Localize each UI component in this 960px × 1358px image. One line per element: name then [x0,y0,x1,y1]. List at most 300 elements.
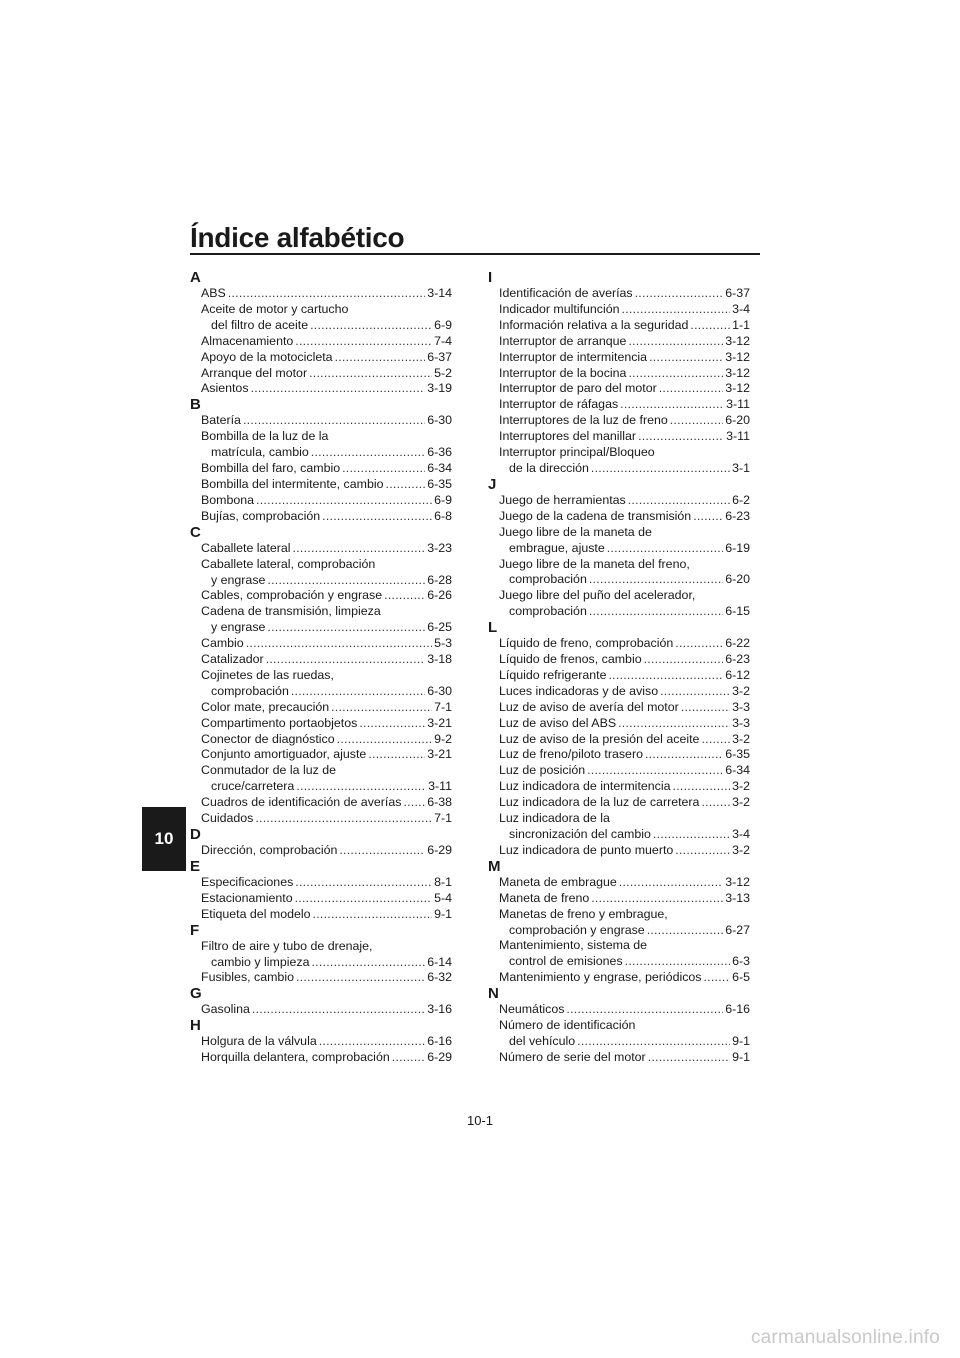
dot-leader [589,572,723,588]
dot-leader [566,1002,723,1018]
dot-leader [228,286,425,302]
index-section [488,620,750,859]
entry-page: 6-30 [427,413,452,428]
entry-label: Luz indicadora de punto muerto [499,842,674,857]
dot-leader [681,700,730,716]
entry-page: 6-30 [427,683,452,698]
dot-leader [384,588,425,604]
entry-label: Información relativa a la seguridad [499,317,689,332]
entry-label: Fusibles, cambio [201,970,294,985]
entry-page: 3-11 [428,779,452,794]
entry-page: 6-37 [427,349,452,364]
dot-leader [704,970,731,986]
index-entry [201,588,452,604]
dot-leader [295,875,432,891]
entry-page: 6-14 [427,954,452,969]
entry-label: Interruptor de paro del motor [499,381,657,396]
entry-page: 3-1 [732,460,750,475]
entry-label: Interruptor de intermitencia [499,349,648,364]
dot-leader [693,509,723,525]
entry-label: Luz indicadora de la [499,811,610,826]
entry-label: Luz de aviso de avería del motor [499,699,679,714]
dot-leader [256,493,432,509]
dot-leader [675,636,723,652]
index-entry [201,461,452,477]
index-entry [499,318,750,334]
index-entry [201,636,452,652]
dot-leader [386,477,426,493]
watermark-text: carmanualsonline.info [750,1327,940,1348]
index-section [190,525,452,827]
entry-page: 6-22 [725,636,750,651]
index-entry [201,381,452,397]
index-entry [499,891,750,907]
entry-label: Etiqueta del modelo [201,906,311,921]
entry-label: Maneta de embrague [499,874,617,889]
index-section [190,397,452,524]
dot-leader [607,541,723,557]
dot-leader [622,302,731,318]
dot-leader [635,286,724,302]
entry-label: y engrase [211,620,266,635]
index-entry [201,811,452,827]
index-column-left [190,270,452,1066]
dot-leader [309,366,432,382]
entry-page: 6-37 [725,286,750,300]
entry-label: Estacionamiento [201,890,293,905]
index-entry [499,811,750,843]
index-entry [201,668,452,700]
entry-label: Luz indicadora de la luz de carretera [499,795,700,810]
index-entry [201,891,452,907]
dot-leader [251,381,426,397]
index-section [488,859,750,986]
index-entry [201,557,452,589]
section-letter: A [190,269,201,286]
dot-leader [591,461,730,477]
entry-label: Identificación de averías [499,286,633,300]
entry-label: Líquido refrigerante [499,667,607,682]
dot-leader [295,334,432,350]
dot-leader [342,461,425,477]
entry-page: 3-21 [427,747,452,762]
entry-page: 8-1 [434,874,452,889]
entry-page: 6-28 [427,572,452,587]
dot-leader [591,891,723,907]
entry-label: del vehículo [509,1033,576,1048]
entry-page: 6-16 [427,1034,452,1049]
entry-label: Cuidados [201,811,254,826]
entry-label: del filtro de aceite [211,317,309,332]
entry-page: 6-38 [427,795,452,810]
entry-page: 3-13 [725,890,750,905]
index-entry [201,763,452,795]
index-section [190,859,452,923]
dot-leader [296,779,426,795]
dot-leader [339,843,425,859]
entry-page: 6-34 [725,763,750,778]
dot-leader [649,350,723,366]
page-title: Índice alfabético [190,222,405,253]
entry-label: Holgura de la válvula [201,1034,317,1049]
entry-label: Bombilla del intermitente, cambio [201,476,384,491]
entry-label: Luz de aviso del ABS [499,715,617,730]
index-entry [201,700,452,716]
entry-page: 3-14 [427,286,452,300]
dot-leader [620,397,724,413]
dot-leader [313,907,433,923]
index-entry [499,684,750,700]
entry-page: 3-12 [725,349,750,364]
entry-label: Indicador multifunción [499,301,620,316]
entry-page: 6-8 [434,508,452,523]
dot-leader [628,334,723,350]
index-entry [499,938,750,970]
entry-page: 6-35 [725,747,750,762]
dot-leader [673,779,731,795]
entry-page: 6-12 [725,667,750,682]
entry-page: 9-1 [732,1033,750,1048]
entry-page: 3-18 [427,652,452,667]
dot-leader [589,604,723,620]
index-entry [499,747,750,763]
index-entry [201,843,452,859]
section-letter: I [488,269,493,286]
entry-page: 5-4 [434,890,452,905]
entry-page: 3-11 [726,397,750,412]
entry-label: Juego libre de la maneta de [499,524,652,539]
index-entry [499,525,750,557]
dot-leader [660,684,730,700]
dot-leader [246,636,432,652]
index-entry [201,732,452,748]
entry-page: 3-2 [732,683,750,698]
index-entry [201,1034,452,1050]
index-entry [201,652,452,668]
entry-page: 3-12 [725,381,750,396]
index-entry [201,907,452,923]
entry-page: 3-2 [732,795,750,810]
section-letter: G [190,985,202,1003]
section-letter: M [488,857,501,875]
index-entry [201,716,452,732]
title-divider [190,253,760,255]
chapter-tab: 10 [142,807,186,871]
dot-leader [628,366,723,382]
entry-page: 5-3 [434,636,452,651]
entry-label: Número de serie del motor [499,1049,646,1064]
index-entry [499,732,750,748]
entry-label: Interruptor de arranque [499,333,627,348]
entry-label: Manetas de freno y embrague, [499,906,668,921]
entry-label: Neumáticos [499,1002,565,1017]
index-entry [499,907,750,939]
dot-leader [267,573,425,589]
entry-label: Mantenimiento y engrase, periódicos [499,970,702,985]
entry-label: Número de identificación [499,1018,636,1033]
section-letter: B [190,396,201,414]
section-letter: J [488,475,497,493]
entry-label: cambio y limpieza [211,954,310,969]
entry-label: comprobación y engrase [509,922,645,937]
index-entry [499,366,750,382]
index-entry [201,366,452,382]
index-entry [499,1002,750,1018]
index-entry [499,493,750,509]
entry-label: Luz de posición [499,763,586,778]
entry-page: 6-20 [725,572,750,587]
entry-page: 6-29 [427,843,452,857]
dot-leader [293,541,426,557]
entry-label: Juego libre de la maneta del freno, [499,556,690,571]
dot-leader [403,795,425,811]
dot-leader [587,763,723,779]
entry-page: 7-4 [434,333,452,348]
entry-page: 6-29 [427,1050,452,1065]
entry-page: 9-1 [732,1049,750,1064]
entry-label: Luz indicadora de intermitencia [499,779,671,794]
entry-label: Gasolina [201,1002,250,1017]
entry-page: 6-23 [725,652,750,667]
index-column-right [488,270,750,1066]
dot-leader [267,620,425,636]
dot-leader [322,509,432,525]
index-entry [499,557,750,589]
index-entry [499,763,750,779]
index-entry [201,939,452,971]
entry-page: 6-27 [725,922,750,937]
index-entry [499,381,750,397]
entry-label: Mantenimiento, sistema de [499,938,648,953]
entry-label: Filtro de aire y tubo de drenaje, [201,938,373,953]
entry-page: 9-2 [434,731,452,746]
entry-label: Bombilla de la luz de la [201,429,329,444]
index-entry [201,604,452,636]
entry-page: 7-1 [434,699,452,714]
index-entry [499,286,750,302]
entry-label: Conector de diagnóstico [201,731,335,746]
entry-label: Líquido de frenos, cambio [499,652,642,667]
entry-label: Almacenamiento [201,333,294,348]
section-letter: E [190,857,201,875]
entry-page: 3-4 [732,827,750,841]
index-section [488,270,750,477]
index-entry [499,509,750,525]
entry-label: Líquido de freno, comprobación [499,636,674,651]
dot-leader [392,1050,425,1066]
index-entry [201,350,452,366]
entry-page: 3-2 [732,779,750,794]
entry-page: 3-3 [732,699,750,714]
dot-leader [577,1034,730,1050]
entry-label: Bujías, comprobación [201,508,321,523]
entry-label: de la dirección [509,460,589,475]
index-entry [499,716,750,732]
dot-leader [690,318,730,334]
entry-label: Conmutador de la luz de [201,763,337,778]
entry-label: cruce/carretera [211,779,295,794]
entry-page: 6-19 [725,540,750,555]
dot-leader [311,445,425,461]
entry-page: 3-16 [427,1002,452,1017]
section-letter: D [190,826,201,843]
dot-leader [701,795,730,811]
entry-label: Interruptores del manillar [499,429,637,444]
index-entry [499,413,750,429]
entry-label: embrague, ajuste [509,540,605,555]
entry-label: ABS [201,286,226,300]
dot-leader [337,732,432,748]
entry-label: Especificaciones [201,874,294,889]
entry-page: 6-34 [427,461,452,476]
dot-leader [648,1050,730,1066]
dot-leader [310,318,432,334]
dot-leader [359,716,425,732]
entry-page: 7-1 [434,811,452,826]
entry-page: 6-32 [427,970,452,985]
entry-page: 3-4 [732,301,750,316]
index-entry [499,334,750,350]
index-entry [201,302,452,334]
entry-label: Asientos [201,381,249,396]
dot-leader [659,381,723,397]
index-entry [201,1050,452,1066]
entry-label: Interruptor de la bocina [499,365,627,380]
index-entry [201,286,452,302]
entry-label: Juego de la cadena de transmisión [499,508,692,523]
entry-label: sincronización del cambio [509,827,651,841]
entry-label: Juego libre del puño del acelerador, [499,588,696,603]
entry-label: Bombilla del faro, cambio [201,461,341,476]
entry-label: Caballete lateral, comprobación [201,556,376,571]
dot-leader [638,429,724,445]
entry-page: 6-2 [732,492,750,507]
entry-page: 3-23 [427,540,452,555]
dot-leader [295,891,432,907]
entry-label: Batería [201,413,241,428]
dot-leader [319,1034,425,1050]
entry-label: matrícula, cambio [211,445,309,460]
dot-leader [647,923,724,939]
index-entry [201,477,452,493]
entry-page: 9-1 [434,906,452,921]
dot-leader [255,811,432,827]
entry-page: 3-21 [427,715,452,730]
entry-label: Aceite de motor y cartucho [201,301,349,316]
index-entry [499,795,750,811]
dot-leader [368,747,425,763]
entry-page: 3-19 [427,381,452,396]
index-section [488,986,750,1066]
entry-label: Horquilla delantera, comprobación [201,1050,390,1065]
dot-leader [625,954,730,970]
index-entry [201,429,452,461]
index-section [488,477,750,620]
index-entry [201,1002,452,1018]
index-entry [499,652,750,668]
index-section [190,827,452,859]
dot-leader [296,970,425,986]
dot-leader [675,843,730,859]
entry-label: Dirección, comprobación [201,843,338,857]
entry-label: Luz de aviso de la presión del aceite [499,731,700,746]
entry-page: 3-11 [726,429,750,444]
index-entry [499,397,750,413]
entry-page: 6-23 [725,508,750,523]
dot-leader [619,875,723,891]
index-section [190,923,452,987]
index-entry [201,795,452,811]
index-entry [201,875,452,891]
dot-leader [628,493,730,509]
index-entry [499,875,750,891]
index-entry [499,1018,750,1050]
entry-label: Cables, comprobación y engrase [201,588,383,603]
index-entry [201,413,452,429]
dot-leader [644,652,724,668]
index-entry [201,493,452,509]
entry-page: 3-12 [725,874,750,889]
entry-page: 6-16 [725,1002,750,1017]
entry-label: Color mate, precaución [201,699,330,714]
index-entry [499,668,750,684]
dot-leader [331,700,432,716]
entry-label: Interruptor de ráfagas [499,397,619,412]
index-entry [499,636,750,652]
entry-page: 5-2 [434,365,452,380]
entry-label: Apoyo de la motocicleta [201,349,333,364]
entry-label: Maneta de freno [499,890,590,905]
index-entry [499,302,750,318]
entry-label: Bombona [201,492,255,507]
index-entry [201,334,452,350]
index-entry [201,747,452,763]
entry-label: Compartimento portaobjetos [201,715,358,730]
index-entry [499,350,750,366]
index-entry [201,509,452,525]
index-section [190,986,452,1018]
index-entry [201,541,452,557]
entry-label: Cuadros de identificación de averías [201,795,402,810]
index-entry [499,588,750,620]
dot-leader [608,668,723,684]
entry-label: Luces indicadoras y de aviso [499,683,659,698]
section-letter: N [488,985,499,1003]
entry-page: 6-35 [427,476,452,491]
index-entry [499,779,750,795]
entry-page: 6-5 [732,970,750,985]
entry-page: 6-3 [732,954,750,969]
section-letter: H [190,1017,201,1035]
section-letter: C [190,523,201,541]
entry-page: 6-9 [434,317,452,332]
entry-label: Juego de herramientas [499,492,626,507]
index-entry [499,1050,750,1066]
dot-leader [618,716,730,732]
dot-leader [311,955,425,971]
entry-label: comprobación [509,604,587,619]
entry-label: Conjunto amortiguador, ajuste [201,747,367,762]
index-entry [499,429,750,445]
dot-leader [252,1002,425,1018]
index-entry [499,843,750,859]
entry-label: y engrase [211,572,266,587]
entry-page: 6-9 [434,492,452,507]
index-entry [499,445,750,477]
entry-page: 3-12 [725,365,750,380]
entry-label: control de emisiones [509,954,623,969]
entry-page: 3-2 [732,731,750,746]
